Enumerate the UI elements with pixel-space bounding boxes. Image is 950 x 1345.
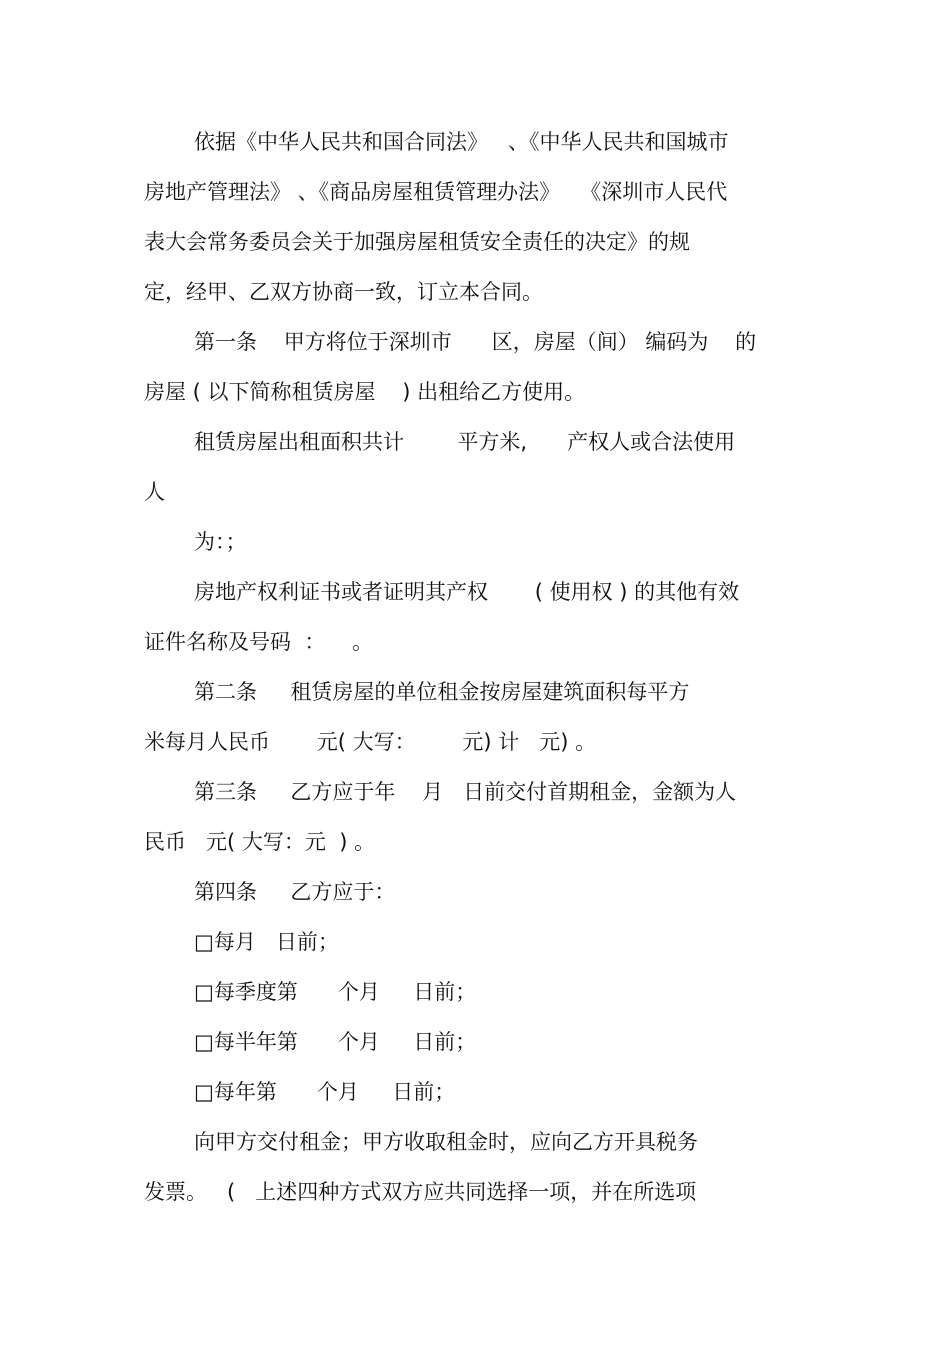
rental-area-line-2: 人 [144,480,165,504]
certificate-line-1: 房地产权利证书或者证明其产权 ( 使用权 ) 的其他有效 [194,580,740,604]
article-2-line-2: 米每月人民币 元( 大写： 元) 计 元) 。 [144,730,597,754]
article-4-line: 第四条 乙方应于： [194,880,396,904]
certificate-line-2: 证件名称及号码 ： 。 [144,630,374,654]
article-1-line-1: 第一条 甲方将位于深圳市 区，房屋（间） 编码为 的 [194,330,757,354]
payment-option-annual: □每年第 个月 日前； [194,1080,456,1104]
payment-note-line-1: 向甲方交付租金；甲方收取租金时，应向乙方开具税务 [194,1130,698,1154]
paragraph-line-1: 依据《中华人民共和国合同法》 、《中华人民共和国城市 [194,130,729,154]
article-1-line-2: 房屋 ( 以下简称租赁房屋 ) 出租给乙方使用。 [144,380,586,404]
paragraph-line-4: 定，经甲、乙双方协商一致，订立本合同。 [144,280,543,304]
payment-option-monthly: □每月 日前； [194,930,339,954]
paragraph-line-3: 表大会常务委员会关于加强房屋租赁安全责任的决定》的规 [144,230,690,254]
article-3-line-1: 第三条 乙方应于年 月 日前交付首期租金，金额为人 [194,780,737,804]
rental-area-line-1: 租赁房屋出租面积共计 平方米, 产权人或合法使用 [194,430,736,454]
paragraph-line-2: 房地产管理法》 、《商品房屋租赁管理办法》 《深圳市人民代 [144,180,728,204]
article-2-line-1: 第二条 租赁房屋的单位租金按房屋建筑面积每平方 [194,680,690,704]
payment-note-line-2: 发票。 ( 上述四种方式双方应共同选择一项，并在所选项 [144,1180,697,1204]
payment-option-semiannual: □每半年第 个月 日前； [194,1030,477,1054]
owner-line: 为：； [194,530,247,554]
payment-option-quarterly: □每季度第 个月 日前； [194,980,477,1004]
article-3-line-2: 民币 元( 大写：元 ) 。 [144,830,376,854]
